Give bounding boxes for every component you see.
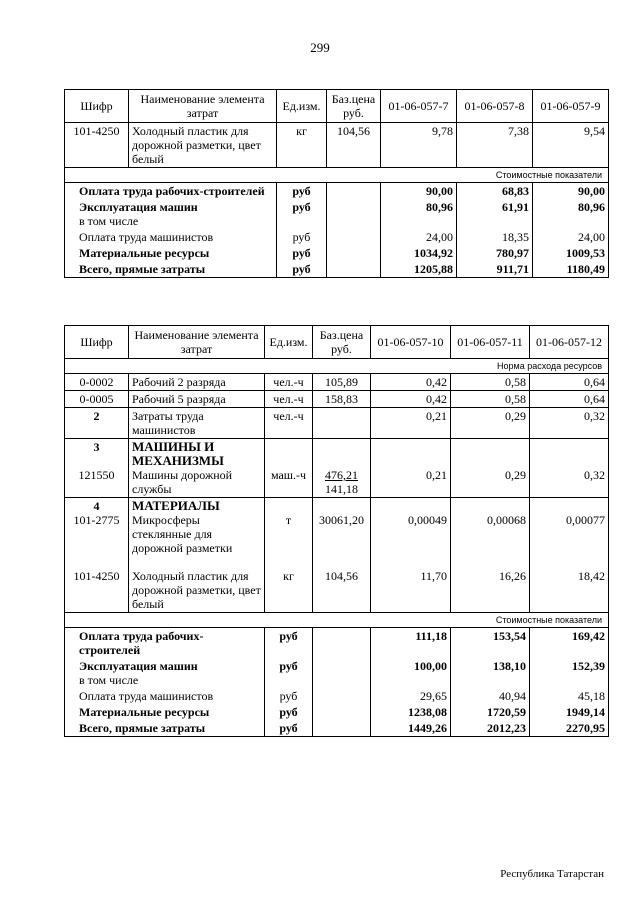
footer-region: Республика Татарстан — [500, 868, 604, 880]
row-unit-value: маш.-ч — [270, 468, 307, 482]
row-price — [313, 408, 371, 439]
row-name: Оплата труда машинистов — [65, 688, 265, 704]
row-price: 158,83 — [313, 391, 371, 408]
row-value: 138,10 — [451, 658, 530, 688]
row-unit: кг — [277, 123, 327, 168]
row-value: 100,00 — [371, 658, 451, 688]
table-row — [65, 408, 609, 439]
header-col: 01-06-057-8 — [457, 90, 533, 123]
row-value: 0,64 — [530, 391, 609, 408]
group-title: МАТЕРИАЛЫ — [132, 498, 220, 513]
row-price — [313, 704, 371, 720]
row-unit: чел.-ч — [265, 408, 313, 439]
row-value: 29,65 — [371, 688, 451, 704]
table-header-row — [65, 326, 609, 359]
row-name-main: Эксплуатация машин — [79, 200, 198, 214]
section-label: Стоимостные показатели — [65, 613, 609, 628]
row-value — [371, 439, 451, 498]
row-unit-value: т — [285, 513, 292, 527]
group-number: 4 — [93, 499, 100, 513]
table-row — [65, 628, 609, 659]
row-name — [65, 199, 277, 229]
row-unit — [265, 498, 313, 613]
row-name: Рабочий 5 разряда — [129, 391, 265, 408]
header-name: Наименование элемента затрат — [129, 90, 277, 123]
row-price — [327, 199, 381, 229]
row-unit: руб — [277, 229, 327, 245]
row-name — [129, 498, 265, 613]
header-col: 01-06-057-12 — [530, 326, 609, 359]
row-name-value: Микросферы стеклянные для дорожной разметки — [132, 513, 233, 555]
table-row — [65, 720, 609, 737]
row-price — [313, 498, 371, 613]
row-value: 7,38 — [457, 123, 533, 168]
row-value-text: 0,21 — [426, 468, 447, 482]
row-price — [327, 261, 381, 278]
row-price — [327, 245, 381, 261]
row-value: 1009,53 — [533, 245, 609, 261]
row-value: 1949,14 — [530, 704, 609, 720]
row-unit: руб — [277, 199, 327, 229]
row-name — [65, 658, 265, 688]
row-price — [313, 720, 371, 737]
row-code-value: 101-2775 — [73, 513, 120, 527]
section-row — [65, 359, 609, 374]
estimate-table-1 — [64, 89, 609, 278]
row-value: 0,32 — [530, 408, 609, 439]
row-name: Оплата труда рабочих-строителей — [65, 628, 265, 659]
row-value: 0,58 — [451, 391, 530, 408]
header-col: 01-06-057-10 — [371, 326, 451, 359]
row-value — [371, 498, 451, 613]
row-value: 111,18 — [371, 628, 451, 659]
table-row — [65, 498, 609, 613]
row-name-sub: в том числе — [79, 214, 139, 228]
row-code: 0-0002 — [65, 374, 129, 391]
row-name: Оплата труда рабочих-строителей — [65, 183, 277, 200]
row-name: Рабочий 2 разряда — [129, 374, 265, 391]
row-value: 40,94 — [451, 688, 530, 704]
row-value-text: 0,32 — [584, 468, 605, 482]
row-unit: руб — [265, 688, 313, 704]
row-value: 1720,59 — [451, 704, 530, 720]
row-name: Всего, прямые затраты — [65, 261, 277, 278]
table-header-row — [65, 90, 609, 123]
row-price-value: 104,56 — [325, 569, 358, 583]
row-value: 0,29 — [451, 408, 530, 439]
row-code: 101-4250 — [65, 123, 129, 168]
row-value-text: 0,00077 — [566, 513, 605, 527]
row-value: 24,00 — [381, 229, 457, 245]
row-value: 1449,26 — [371, 720, 451, 737]
row-value: 1034,92 — [381, 245, 457, 261]
table-row — [65, 439, 609, 498]
header-price: Баз.цена руб. — [313, 326, 371, 359]
header-price: Баз.цена руб. — [327, 90, 381, 123]
group-number: 3 — [93, 440, 100, 454]
row-unit: чел.-ч — [265, 374, 313, 391]
estimate-table-2 — [64, 325, 609, 737]
row-unit-value: кг — [283, 569, 294, 583]
page-number: 299 — [310, 40, 330, 55]
row-value: 90,00 — [381, 183, 457, 200]
table-row — [65, 183, 609, 200]
row-value: 1205,88 — [381, 261, 457, 278]
row-value: 45,18 — [530, 688, 609, 704]
row-value: 780,97 — [457, 245, 533, 261]
row-unit: руб — [265, 628, 313, 659]
row-name-main: Эксплуатация машин — [79, 659, 198, 673]
row-value: 153,54 — [451, 628, 530, 659]
row-value: 2270,95 — [530, 720, 609, 737]
header-unit: Ед.изм. — [265, 326, 313, 359]
header-name: Наименование элемента затрат — [129, 326, 265, 359]
row-price — [313, 628, 371, 659]
table-row — [65, 229, 609, 245]
section-row — [65, 168, 609, 183]
row-unit: руб — [277, 183, 327, 200]
row-price — [313, 439, 371, 498]
header-unit: Ед.изм. — [277, 90, 327, 123]
row-value: 911,71 — [457, 261, 533, 278]
table-row — [65, 123, 609, 168]
row-price: 105,89 — [313, 374, 371, 391]
header-col: 01-06-057-9 — [533, 90, 609, 123]
row-code: 0-0005 — [65, 391, 129, 408]
table-row — [65, 199, 609, 229]
row-unit: руб — [265, 704, 313, 720]
table-row — [65, 704, 609, 720]
row-value: 0,58 — [451, 374, 530, 391]
row-unit — [265, 439, 313, 498]
row-value: 152,39 — [530, 658, 609, 688]
row-price — [313, 688, 371, 704]
header-code: Шифр — [65, 90, 129, 123]
row-value: 1238,08 — [371, 704, 451, 720]
header-col: 01-06-057-11 — [451, 326, 530, 359]
row-name: Всего, прямые затраты — [65, 720, 265, 737]
row-value: 169,42 — [530, 628, 609, 659]
row-value: 9,78 — [381, 123, 457, 168]
group-number: 2 — [65, 408, 129, 439]
row-price: 104,56 — [327, 123, 381, 168]
row-value: 2012,23 — [451, 720, 530, 737]
row-price-value-1: 476,21 — [325, 468, 358, 482]
row-name-value: Машины дорожной службы — [132, 468, 233, 496]
header-code: Шифр — [65, 326, 129, 359]
table-row — [65, 658, 609, 688]
row-value — [451, 498, 530, 613]
row-code-value: 101-4250 — [73, 569, 120, 583]
row-value: 0,42 — [371, 391, 451, 408]
row-price-value: 30061,20 — [319, 513, 364, 527]
row-name-sub: в том числе — [79, 673, 139, 687]
row-code-value: 121550 — [78, 468, 115, 482]
row-value: 24,00 — [533, 229, 609, 245]
row-value: 0,42 — [371, 374, 451, 391]
row-value-text: 16,26 — [499, 569, 526, 583]
row-value-text: 18,42 — [578, 569, 605, 583]
row-price-value-2: 141,18 — [325, 482, 358, 496]
row-value-text: 0,29 — [505, 468, 526, 482]
row-value — [451, 439, 530, 498]
table-row — [65, 391, 609, 408]
row-name: Затраты труда машинистов — [129, 408, 265, 439]
table-row — [65, 261, 609, 278]
table-row — [65, 245, 609, 261]
row-unit: чел.-ч — [265, 391, 313, 408]
row-value — [530, 498, 609, 613]
row-unit: руб — [277, 261, 327, 278]
section-label: Норма расхода ресурсов — [65, 359, 609, 374]
row-name: Материальные ресурсы — [65, 704, 265, 720]
row-name-value: Холодный пластик для дорожной разметки, цвет белый — [132, 569, 261, 611]
row-price — [313, 658, 371, 688]
row-value-text: 0,00068 — [487, 513, 526, 527]
group-title: МАШИНЫ И МЕХАНИЗМЫ — [132, 439, 224, 468]
header-col: 01-06-057-7 — [381, 90, 457, 123]
row-value: 0,64 — [530, 374, 609, 391]
section-label: Стоимостные показатели — [65, 168, 609, 183]
row-value: 90,00 — [533, 183, 609, 200]
row-code — [65, 498, 129, 613]
section-row — [65, 613, 609, 628]
row-name: Материальные ресурсы — [65, 245, 277, 261]
table-row — [65, 374, 609, 391]
table-row — [65, 688, 609, 704]
row-value-text: 11,70 — [420, 569, 447, 583]
row-name: Оплата труда машинистов — [65, 229, 277, 245]
row-value-text: 0,00049 — [408, 513, 447, 527]
row-value — [530, 439, 609, 498]
row-unit: руб — [265, 658, 313, 688]
row-value: 68,83 — [457, 183, 533, 200]
row-price — [327, 183, 381, 200]
row-code — [65, 439, 129, 498]
row-value: 9,54 — [533, 123, 609, 168]
row-value: 18,35 — [457, 229, 533, 245]
row-value: 1180,49 — [533, 261, 609, 278]
row-name: Холодный пластик для дорожной разметки, цвет белый — [129, 123, 277, 168]
row-value: 61,91 — [457, 199, 533, 229]
row-unit: руб — [277, 245, 327, 261]
row-value: 80,96 — [381, 199, 457, 229]
row-price — [327, 229, 381, 245]
row-name — [129, 439, 265, 498]
row-value: 80,96 — [533, 199, 609, 229]
row-value: 0,21 — [371, 408, 451, 439]
row-unit: руб — [265, 720, 313, 737]
